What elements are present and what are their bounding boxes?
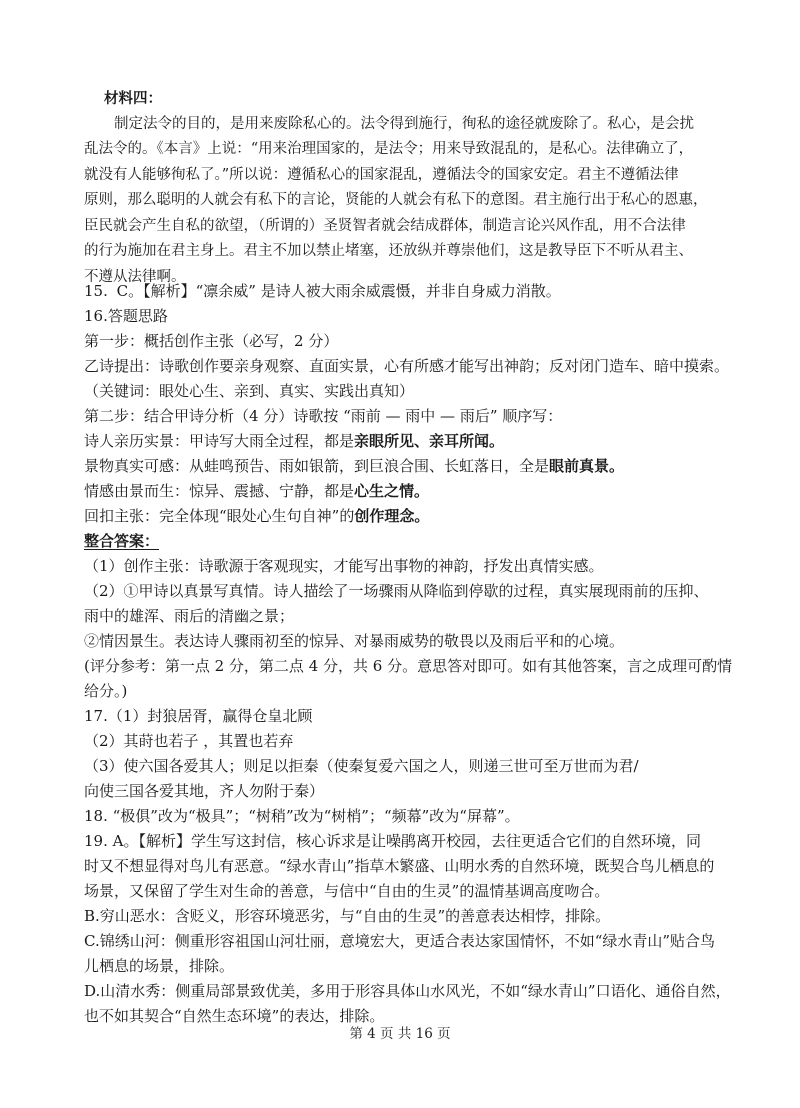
q16-point3: 情感由景而生：惊异、震撼、宁静，都是心生之情。 [84, 482, 430, 500]
material-line: 不遵从法律啊。 [84, 268, 186, 285]
q16-step1: 第一步：概括创作主张（必写，2 分） [84, 332, 339, 350]
q16-point1: 诗人亲历实景：甲诗写大雨全过程，都是亲眼所见、亲耳所闻。 [84, 432, 505, 450]
q17-line1: 17.（1）封狼居胥，赢得仓皇北顾 [84, 707, 313, 725]
q16-scoring-1: (评分参考：第一点 2 分，第二点 4 分，共 6 分。意思答对即可。如有其他答案，言之成理可酌情 [84, 657, 733, 675]
q16-point2-key: 眼前真景。 [549, 457, 625, 475]
q16-keywords: （关键词：眼处心生、亲到、真实、实践出真知） [84, 382, 415, 400]
q16-point1-key: 亲眼所见、亲耳所闻。 [354, 432, 505, 450]
q16-combined-2b: 雨中的雄浑、雨后的清幽之景； [84, 607, 295, 625]
q19-option-c-2: 儿栖息的场景，排除。 [84, 957, 235, 975]
material-line: 原则，那么聪明的人就会有私下的言论，贤能的人就会有私下的意图。君主施行出于私心的恩惠， [84, 192, 708, 208]
q16-point4: 回扣主张：完全体现“眼处心生句自神”的创作理念。 [84, 507, 430, 525]
q19-option-d-2: 也不如其契合“自然生态环境”的表达，排除。 [84, 1007, 385, 1025]
q16-point4-key: 创作理念。 [354, 507, 430, 525]
material-line: 制定法令的目的，是用来废除私心的。法令得到施行，徇私的途径就废除了。私心，是会扰 [114, 115, 694, 132]
q16-combined-1: （1）创作主张：诗歌源于客观现实，才能写出事物的神韵，抒发出真情实感。 [84, 557, 604, 575]
q19-line1: 19. A。【解析】学生写这封信，核心诉求是让噪鹃离开校园，去往更适合它们的自然环境，同 [84, 832, 701, 850]
material-line: 的行为施加在君主身上。君主不加以禁止堵塞，还放纵并尊崇他们，这是教导臣下不听从君主、 [84, 243, 693, 259]
q15-number: 15. [84, 282, 108, 300]
q16-combined-2a: （2）①甲诗以真景写真情。诗人描绘了一场骤雨从降临到停歇的过程，真实展现雨前的压抑、 [84, 582, 709, 600]
q16-point3-key: 心生之情。 [354, 482, 430, 500]
q17-line2: （2）其莳也若子 ，其置也若弃 [84, 732, 294, 750]
material-four [84, 86, 730, 290]
answers-body [84, 279, 733, 1029]
q15-answer [84, 279, 730, 304]
q19-option-b: B.穷山恶水：含贬义，形容环境恶劣，与“自由的生灵”的善意表达相悖，排除。 [84, 907, 611, 925]
q19-option-d-1: D.山清水秀：侧重局部景致优美，多用于形容具体山水风光，不如“绿水青山”口语化、通俗自然， [84, 982, 731, 1000]
q16-combined-3: ②情因景生。表达诗人骤雨初至的惊异、对暴雨威势的敬畏以及雨后平和的心境。 [84, 632, 625, 650]
q15-choice: C。【解析】 [116, 282, 196, 300]
material-line: 乱法令的。《本言》上说：“用来治理国家的，是法令；用来导致混乱的，是私心。法律确立了， [84, 141, 694, 157]
q15-analysis: “凛余威” 是诗人被大雨余威震慑，并非自身威力消散。 [195, 282, 561, 300]
q19-line3: 场景，又保留了学生对生命的善意，与信中“自由的生灵”的温情基调高度吻合。 [84, 882, 610, 900]
q19-line2: 时又不想显得对鸟儿有恶意。“绿水青山”指草木繁盛、山明水秀的自然环境，既契合鸟儿栖息的 [84, 857, 715, 875]
page-footer: 第 4 页 共 16 页 [349, 1026, 451, 1042]
q16-step2: 第二步：结合甲诗分析（4 分）诗歌按 “雨前 — 雨中 — 雨后” 顺序写： [84, 407, 563, 425]
q18-answer: 18. “极俱”改为“极具”；“树稍”改为“树梢”；“频幕”改为“屏幕”。 [84, 807, 520, 825]
q16-scoring-2: 给分。) [84, 682, 128, 700]
q16-point2: 景物真实可感：从蛙鸣预告、雨如银箭，到巨浪合围、长虹落日，全是眼前真景。 [84, 457, 625, 475]
q17-line3: （3）使六国各爱其人；则足以拒秦（使秦复爱六国之人，则递三世可至万世而为君/ [84, 757, 639, 775]
material-four-heading: 材料四： [104, 90, 162, 107]
q17-line4: 向使三国各爱其地，齐人勿附于秦） [84, 782, 325, 800]
material-line: 就没有人能够徇私了。”所以说：遵循私心的国家混乱，遵循法令的国家安定。君主不遵循法律 [84, 166, 679, 183]
q16-title: 16.答题思路 [84, 307, 168, 325]
material-line: 臣民就会产生自私的欲望，（所谓的）圣贤智者就会结成群体，制造言论兴风作乱，用不合法律 [84, 217, 686, 234]
q16-yi-claim: 乙诗提出：诗歌创作要亲身观察、直面实景，心有所感才能写出神韵；反对闭门造车、暗中摸索。 [84, 357, 730, 375]
q19-option-c-1: C.锦绣山河：侧重形容祖国山河壮丽，意境宏大，更适合表达家国情怀，不如“绿水青山”贴合鸟 [84, 932, 716, 950]
q16-combined-heading: 整合答案： [84, 532, 160, 550]
